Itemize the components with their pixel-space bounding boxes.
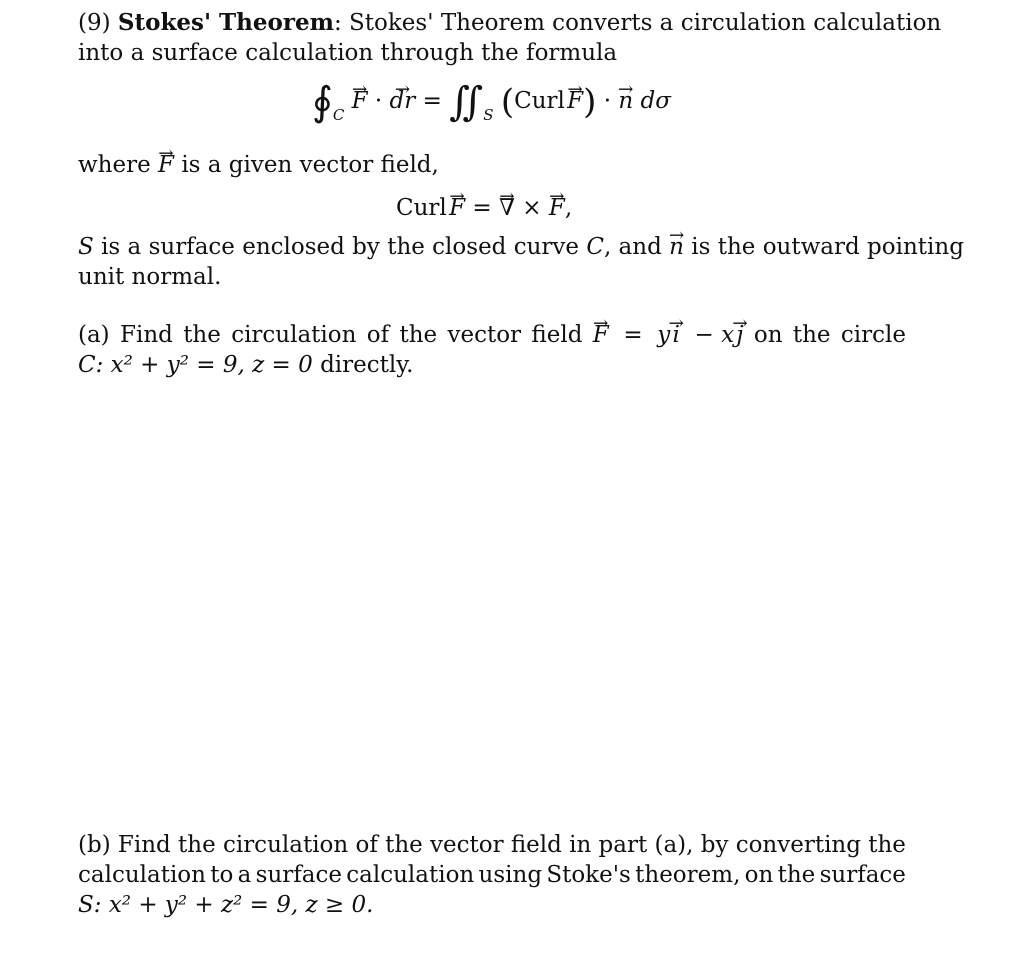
part-b-word: part [598, 832, 648, 858]
problem-number: (9) [78, 10, 111, 36]
contour-integral-symbol: ∮ [312, 79, 333, 125]
vector-F-where: → F [158, 150, 174, 180]
surface-line-2: unit normal. [78, 264, 222, 290]
field-x: x [721, 322, 735, 348]
part-b-line-1 [78, 830, 906, 860]
curl-label: Curl [514, 88, 565, 114]
part-b-word: converting [735, 832, 861, 858]
field-y: y [657, 322, 671, 348]
part-b-word: the [385, 832, 423, 858]
part-a-word: circulation [231, 322, 357, 348]
intro-line-1-rest: : Stokes' Theorem converts a circulation calculation [333, 10, 942, 36]
part-a-word: on [753, 322, 783, 348]
part-b-word: calculation [78, 862, 206, 888]
circle-equation: : x² + y² = 9, z = 0 [95, 352, 313, 378]
surface-integral-subscript: S [483, 106, 494, 124]
intro-line-1 [78, 8, 942, 38]
cross-product: × [515, 195, 549, 221]
surface-line-1 [78, 232, 964, 262]
part-a-word: of [366, 322, 390, 348]
field-equals: = [623, 322, 643, 348]
part-a-line-2 [78, 350, 906, 380]
part-b-word: in [569, 832, 592, 858]
part-b-word: of [355, 832, 378, 858]
part-b-word: on [744, 862, 774, 888]
part-b-line-3 [78, 890, 906, 920]
curl-def-F2: → F [549, 193, 565, 223]
sphere-equation: : x² + y² + z² = 9, z ≥ 0. [93, 892, 374, 918]
part-b-word: (a), [654, 832, 694, 858]
intro-line-2: into a surface calculation through the formula [78, 40, 618, 66]
part-a-word: the [792, 322, 831, 348]
contour-integral-subscript: C [332, 106, 345, 124]
part-b-word: the [777, 862, 816, 888]
part-b-word: Stoke's [546, 862, 631, 888]
curl-definition [396, 193, 572, 223]
part-b-word: using [478, 862, 543, 888]
part-b-word: circulation [222, 832, 349, 858]
unit-vector-i: → i [673, 320, 680, 350]
where-suffix: is a given vector field, [181, 152, 439, 178]
right-paren: ) [583, 82, 597, 122]
stokes-formula [312, 79, 671, 125]
curl-def-F: → F [449, 193, 465, 223]
part-a-word: the [183, 322, 221, 348]
part-b-word: field [510, 832, 562, 858]
vector-dr: → dr [390, 86, 416, 116]
part-a-line-1 [78, 320, 906, 350]
part-b-word: calculation [346, 862, 475, 888]
part-a-word: field [531, 322, 583, 348]
d-sigma: dσ [633, 88, 671, 114]
surface-S: S [78, 234, 94, 260]
part-b-word: to [210, 862, 234, 888]
part-b-word: the [868, 832, 906, 858]
part-b-word: vector [430, 832, 504, 858]
curl-def-comma: , [564, 195, 573, 221]
unit-vector-j: → j [736, 320, 743, 350]
curl-def-label: Curl [396, 195, 447, 221]
part-b-word: surface [819, 862, 906, 888]
nabla-operator: → ∇ [499, 193, 515, 223]
left-paren: ( [500, 82, 515, 122]
circle-C: C [78, 352, 96, 378]
part-b-word: theorem, [635, 862, 741, 888]
surface-integral-symbol: ∬ [449, 79, 484, 125]
and-text: , and [603, 234, 662, 260]
curl-def-equals: = [465, 195, 499, 221]
part-b-word: surface [255, 862, 342, 888]
part-b-line-2 [78, 860, 906, 890]
surface-mid-text: is a surface enclosed by the closed curve [101, 234, 580, 260]
part-a-word: the [399, 322, 438, 348]
part-b-label: (b) [78, 832, 111, 858]
part-b-word: Find [117, 832, 171, 858]
dot-operator-lhs: · [367, 88, 390, 114]
problem-title: Stokes' Theorem [117, 9, 334, 36]
equals-sign: = [415, 88, 450, 114]
field-F: → F [593, 320, 609, 350]
part-a-word: Find [120, 322, 173, 348]
normal-vector-n: → n [669, 232, 684, 262]
directly-text: directly. [320, 352, 414, 378]
part-a-label: (a) [78, 322, 110, 348]
curve-C: C [586, 234, 604, 260]
surface-end-text: is the outward pointing [691, 234, 964, 260]
where-line [78, 150, 906, 180]
vector-F-lhs: → F [352, 86, 368, 116]
part-a-word: circle [840, 322, 906, 348]
part-a-word: vector [447, 322, 522, 348]
field-minus: − [694, 322, 714, 348]
vector-n: → n [618, 86, 633, 116]
where-prefix: where [78, 152, 151, 178]
part-b-word: by [700, 832, 729, 858]
vector-field-expression [593, 320, 744, 350]
part-b-word: the [178, 832, 216, 858]
surface-S-b: S [78, 892, 94, 918]
part-b-word: a [237, 862, 252, 888]
dot-operator-rhs: · [596, 88, 619, 114]
vector-F-rhs: → F [567, 86, 583, 116]
